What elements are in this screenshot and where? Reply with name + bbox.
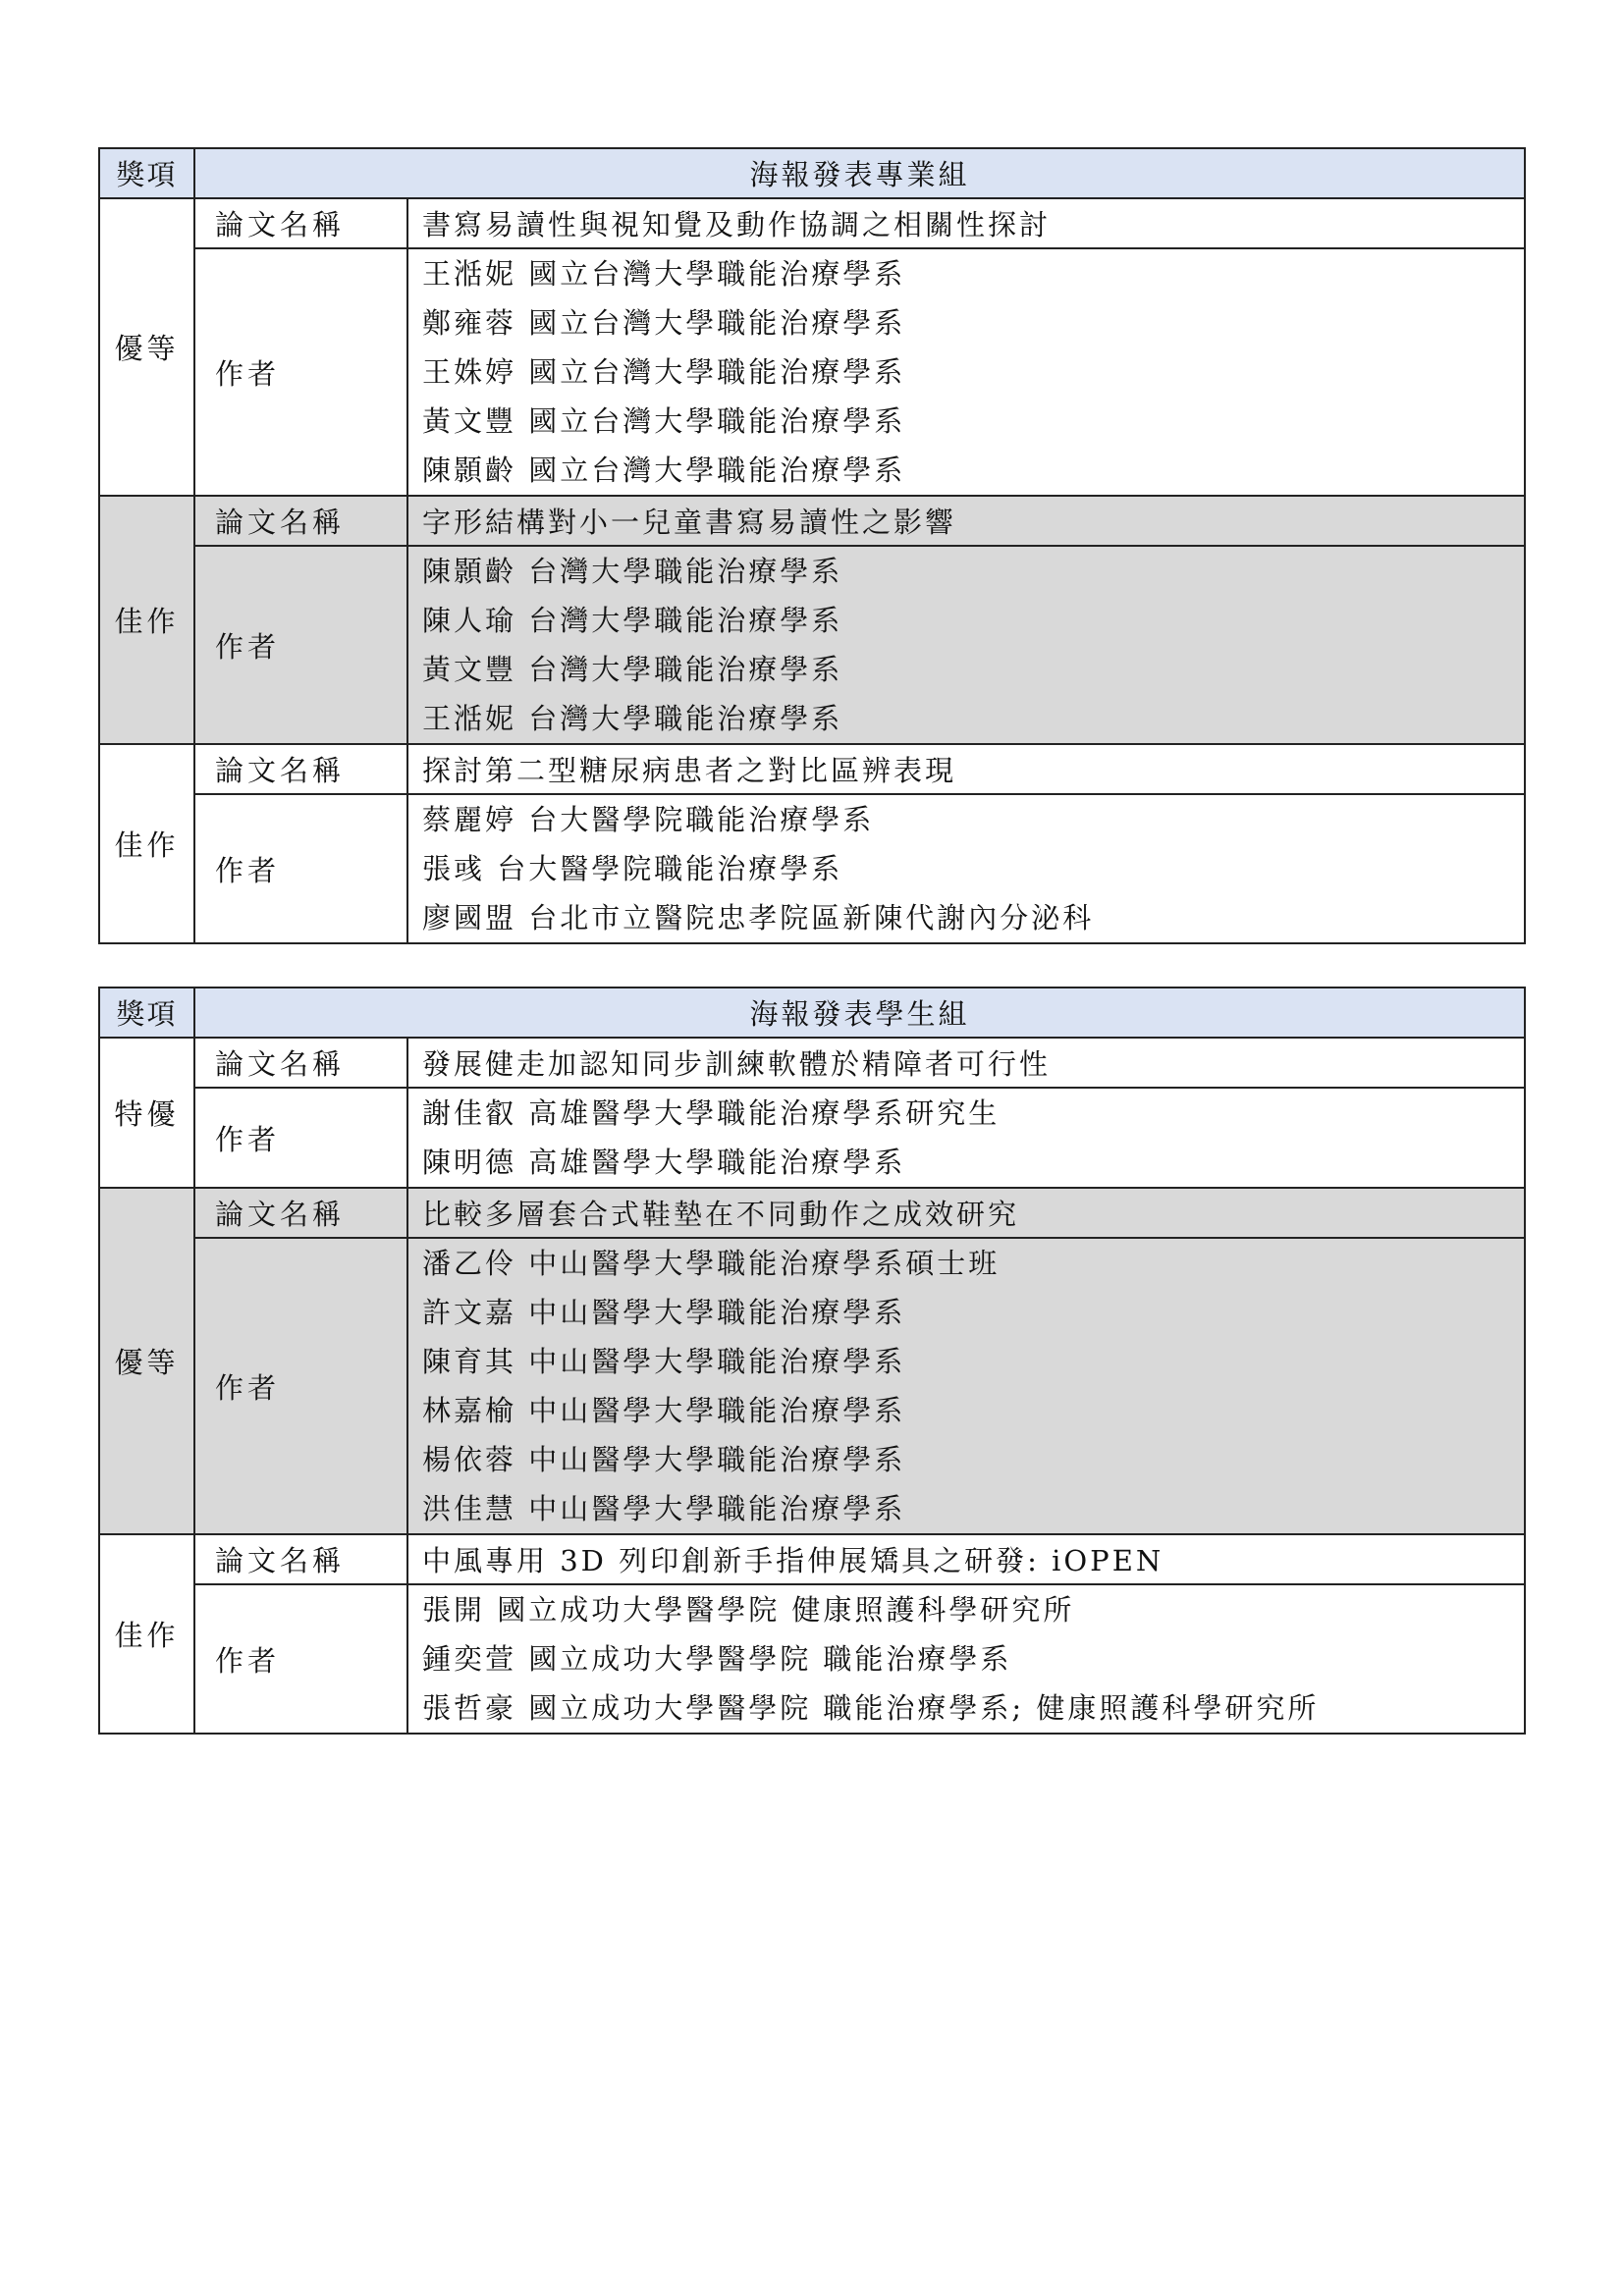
award-cell: 佳作 xyxy=(99,1534,194,1734)
author-line: 鍾奕萱 國立成功大學醫學院 職能治療學系 xyxy=(422,1642,1012,1676)
entry-author-row xyxy=(99,248,1525,496)
award-cell: 佳作 xyxy=(99,496,194,744)
award-table-professional xyxy=(98,147,1526,944)
title-label: 論文名稱 xyxy=(194,1534,407,1584)
award-cell: 優等 xyxy=(99,1188,194,1534)
author-label: 作者 xyxy=(194,794,407,943)
author-label: 作者 xyxy=(194,546,407,744)
paper-title: 探討第二型糖尿病患者之對比區辨表現 xyxy=(407,744,1525,794)
author-line: 張哲豪 國立成功大學醫學院 職能治療學系; 健康照護科學研究所 xyxy=(422,1691,1320,1725)
entry-author-row xyxy=(99,546,1525,744)
award-label: 獎項 xyxy=(99,148,194,198)
paper-title: 中風專用 3D 列印創新手指伸展矯具之研發: iOPEN xyxy=(407,1534,1525,1584)
author-list xyxy=(407,546,1525,744)
author-list xyxy=(407,1238,1525,1534)
title-label: 論文名稱 xyxy=(194,1188,407,1238)
award-cell: 優等 xyxy=(99,198,194,496)
author-list xyxy=(407,794,1525,943)
title-label: 論文名稱 xyxy=(194,496,407,546)
paper-title: 比較多層套合式鞋墊在不同動作之成效研究 xyxy=(407,1188,1525,1238)
author-list xyxy=(407,248,1525,496)
author-label: 作者 xyxy=(194,1088,407,1188)
title-label: 論文名稱 xyxy=(194,744,407,794)
author-line: 謝佳叡 高雄醫學大學職能治療學系研究生 xyxy=(422,1096,1001,1130)
author-label: 作者 xyxy=(194,1584,407,1734)
author-label: 作者 xyxy=(194,1238,407,1534)
author-line: 潘乙伶 中山醫學大學職能治療學系碩士班 xyxy=(422,1247,1001,1280)
author-line: 張彧 台大醫學院職能治療學系 xyxy=(422,852,843,885)
author-line: 王湉妮 台灣大學職能治療學系 xyxy=(422,702,843,735)
group-title: 海報發表專業組 xyxy=(194,148,1525,198)
award-cell: 佳作 xyxy=(99,744,194,943)
author-line: 陳顥齡 國立台灣大學職能治療學系 xyxy=(422,454,906,487)
author-line: 鄭雍蓉 國立台灣大學職能治療學系 xyxy=(422,306,906,340)
author-line: 廖國盟 台北市立醫院忠孝院區新陳代謝內分泌科 xyxy=(422,901,1095,934)
author-line: 王湉妮 國立台灣大學職能治療學系 xyxy=(422,257,906,291)
author-line: 蔡麗婷 台大醫學院職能治療學系 xyxy=(422,803,875,836)
author-line: 許文嘉 中山醫學大學職能治療學系 xyxy=(422,1296,906,1329)
entry-title-row xyxy=(99,1188,1525,1238)
author-line: 洪佳慧 中山醫學大學職能治療學系 xyxy=(422,1492,906,1525)
group-title: 海報發表學生組 xyxy=(194,988,1525,1038)
entry-author-row xyxy=(99,1238,1525,1534)
author-line: 黃文豐 台灣大學職能治療學系 xyxy=(422,653,843,686)
entry-title-row xyxy=(99,198,1525,248)
award-table-student xyxy=(98,987,1526,1735)
entry-title-row xyxy=(99,1534,1525,1584)
author-line: 王姝婷 國立台灣大學職能治療學系 xyxy=(422,355,906,389)
entry-author-row xyxy=(99,1088,1525,1188)
entry-author-row xyxy=(99,794,1525,943)
entry-author-row xyxy=(99,1584,1525,1734)
table-header xyxy=(99,148,1525,198)
paper-title: 字形結構對小一兒童書寫易讀性之影響 xyxy=(407,496,1525,546)
author-line: 陳育其 中山醫學大學職能治療學系 xyxy=(422,1345,906,1378)
author-list xyxy=(407,1584,1525,1734)
entry-title-row xyxy=(99,496,1525,546)
author-line: 黃文豐 國立台灣大學職能治療學系 xyxy=(422,404,906,438)
paper-title: 書寫易讀性與視知覺及動作協調之相關性探討 xyxy=(407,198,1525,248)
author-line: 林嘉榆 中山醫學大學職能治療學系 xyxy=(422,1394,906,1427)
author-label: 作者 xyxy=(194,248,407,496)
author-list xyxy=(407,1088,1525,1188)
author-line: 陳明德 高雄醫學大學職能治療學系 xyxy=(422,1146,906,1179)
paper-title: 發展健走加認知同步訓練軟體於精障者可行性 xyxy=(407,1038,1525,1088)
author-line: 楊依蓉 中山醫學大學職能治療學系 xyxy=(422,1443,906,1476)
table-header xyxy=(99,988,1525,1038)
author-line: 張開 國立成功大學醫學院 健康照護科學研究所 xyxy=(422,1593,1075,1627)
award-label: 獎項 xyxy=(99,988,194,1038)
author-line: 陳人瑜 台灣大學職能治療學系 xyxy=(422,604,843,637)
title-label: 論文名稱 xyxy=(194,198,407,248)
title-label: 論文名稱 xyxy=(194,1038,407,1088)
author-line: 陳顥齡 台灣大學職能治療學系 xyxy=(422,555,843,588)
entry-title-row xyxy=(99,744,1525,794)
award-cell: 特優 xyxy=(99,1038,194,1188)
entry-title-row xyxy=(99,1038,1525,1088)
